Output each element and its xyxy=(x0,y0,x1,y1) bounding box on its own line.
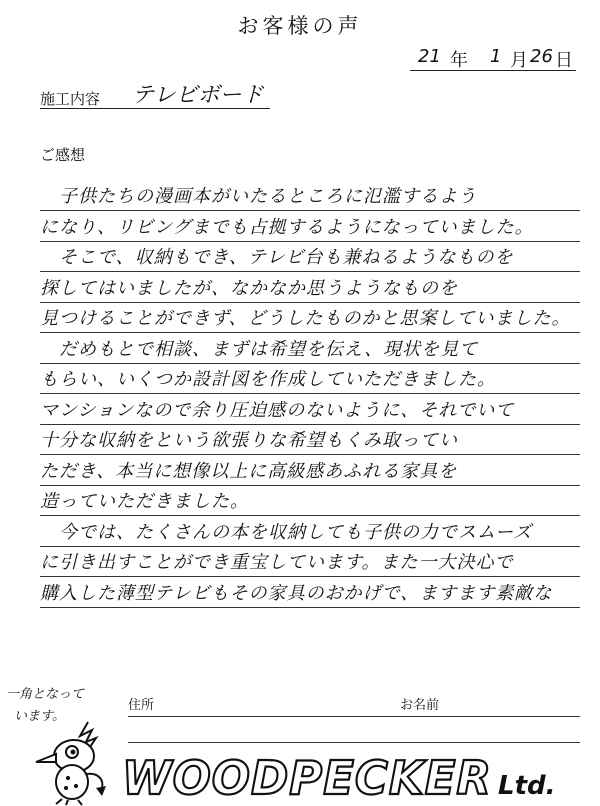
work-underline xyxy=(40,108,270,109)
page-title: お客様の声 xyxy=(237,14,363,38)
mascot-note-line: います。 xyxy=(14,709,65,724)
ruled-line xyxy=(40,271,580,272)
ruled-line xyxy=(40,424,580,425)
impression-line: 見つけることができず、どうしたものかと思案していました。 xyxy=(40,308,571,329)
mascot-note-line: 一角となって xyxy=(6,687,85,702)
impression-line: になり、リビングまでも占拠するようになっていました。 xyxy=(40,216,534,238)
impression-line: 十分な収納をという欲張りな希望もくみ取ってい xyxy=(40,430,458,451)
date-month-unit: 月 xyxy=(510,50,528,71)
impression-line: 子供たちの漫画本がいたるところに氾濫するよう xyxy=(40,186,477,207)
impression-line: 今では、たくさんの本を収納しても子供の力でスムーズ xyxy=(40,521,533,543)
address-label: 住所 xyxy=(128,698,155,713)
work-value: テレビボード xyxy=(132,83,264,108)
ruled-line xyxy=(40,241,580,242)
impression-line: 造っていただきました。 xyxy=(40,491,249,512)
impression-line: に引き出すことができ重宝しています。また一大決心で xyxy=(40,552,514,573)
logo-suffix: Ltd. xyxy=(498,771,556,801)
woodpecker-mascot-icon xyxy=(30,716,120,806)
impression-line: 探してはいましたが、なかなか思うようなものを xyxy=(40,277,458,299)
ruled-line xyxy=(40,210,580,211)
ruled-line xyxy=(40,332,580,333)
ruled-line xyxy=(40,302,580,303)
date-year: 21 xyxy=(418,46,441,67)
work-label: 施工内容 xyxy=(40,90,101,108)
impression-line: マンションなので余り圧迫感のないように、それでいて xyxy=(40,399,515,421)
ruled-line xyxy=(40,363,580,364)
ruled-line xyxy=(40,393,580,394)
footer-line xyxy=(128,742,580,743)
ruled-line xyxy=(40,607,580,608)
ruled-line xyxy=(40,515,580,516)
ruled-line xyxy=(40,546,580,547)
impression-line: もらい、いくつか設計図を作成していただきました。 xyxy=(40,369,496,390)
name-label: お名前 xyxy=(400,698,440,713)
logo-text: WOODPECKER xyxy=(122,752,492,802)
date-day-unit: 日 xyxy=(555,50,573,71)
impression-line: だめもとで相談、まずは希望を伝え、現状を見て xyxy=(40,338,479,360)
ruled-line xyxy=(40,485,580,486)
date-month: 1 xyxy=(490,46,502,67)
impression-line: ただき、本当に想像以上に高級感あふれる家具を xyxy=(40,460,458,482)
impression-line: 購入した薄型テレビもその家具のおかげで、ますます素敵な xyxy=(40,582,553,604)
woodpecker-logo xyxy=(112,752,592,802)
ruled-line xyxy=(40,454,580,455)
ruled-line xyxy=(40,576,580,577)
date-day: 26 xyxy=(530,46,553,67)
date-year-unit: 年 xyxy=(450,50,468,71)
date-field xyxy=(410,44,576,71)
impression-line: そこで、収納もでき、テレビ台も兼ねるようなものを xyxy=(40,247,514,268)
impressions-label: ご感想 xyxy=(40,146,86,164)
footer-line xyxy=(128,716,580,717)
